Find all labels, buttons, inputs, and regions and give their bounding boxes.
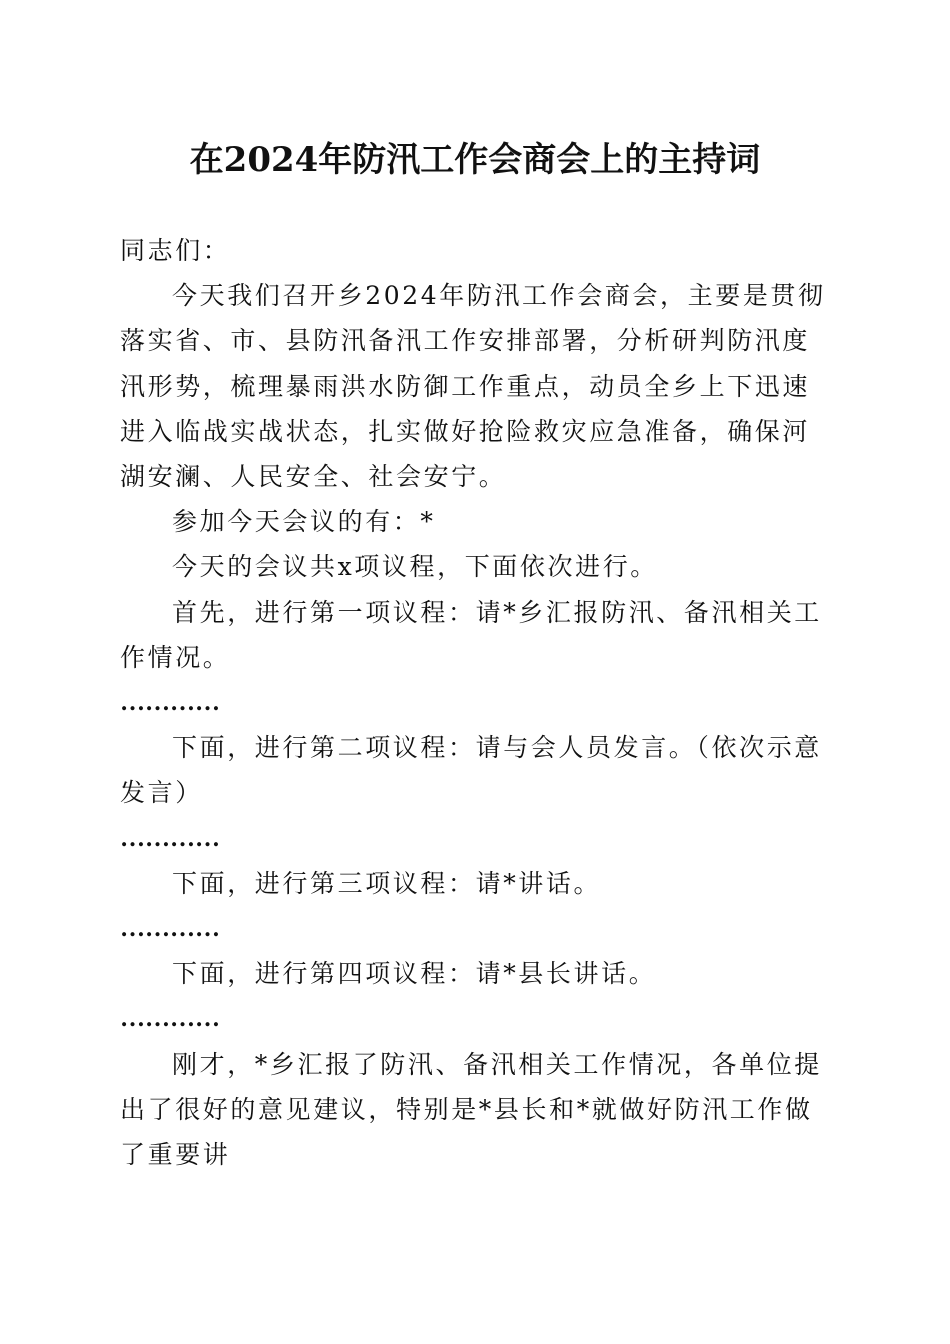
document-title: 在2024年防汛工作会商会上的主持词 [189,140,761,180]
paragraph-attendees: 参加今天会议的有：* [172,507,436,537]
ellipsis-2: ………… [120,824,220,852]
paragraph-agenda-1: 首先，进行第一项议程：请*乡汇报防汛、备汛相关工作情况。 [120,597,822,672]
paragraph-intro: 今天我们召开乡2024年防汛工作会商会，主要是贯彻落实省、市、县防汛备汛工作安排部署，分析研判防汛度汛形势，梳理暴雨洪水防御工作重点，动员全乡上下迅速进入临战实战状态，扎实做好抢险救灾应急准备，确保河湖安澜、人民安全、社会安宁。 [120,281,826,492]
ellipsis-3: ………… [120,915,220,943]
salutation: 同志们： [120,236,231,265]
paragraph-agenda-2: 下面，进行第二项议程：请与会人员发言。（依次示意发言） [120,733,822,808]
ellipsis-4: ………… [120,1005,220,1033]
paragraph-agenda-3: 下面，进行第三项议程：请*讲话。 [172,868,602,898]
ellipsis-1: ………… [120,689,220,717]
paragraph-agenda-4: 下面，进行第四项议程：请*县长讲话。 [172,959,657,989]
document-body [120,228,832,1177]
paragraph-agenda-count: 今天的会议共x项议程，下面依次进行。 [172,552,658,582]
paragraph-summary: 刚才，*乡汇报了防汛、备汛相关工作情况，各单位提出了很好的意见建议，特别是*县长和*就做好防汛工作做了重要讲 [120,1049,822,1170]
